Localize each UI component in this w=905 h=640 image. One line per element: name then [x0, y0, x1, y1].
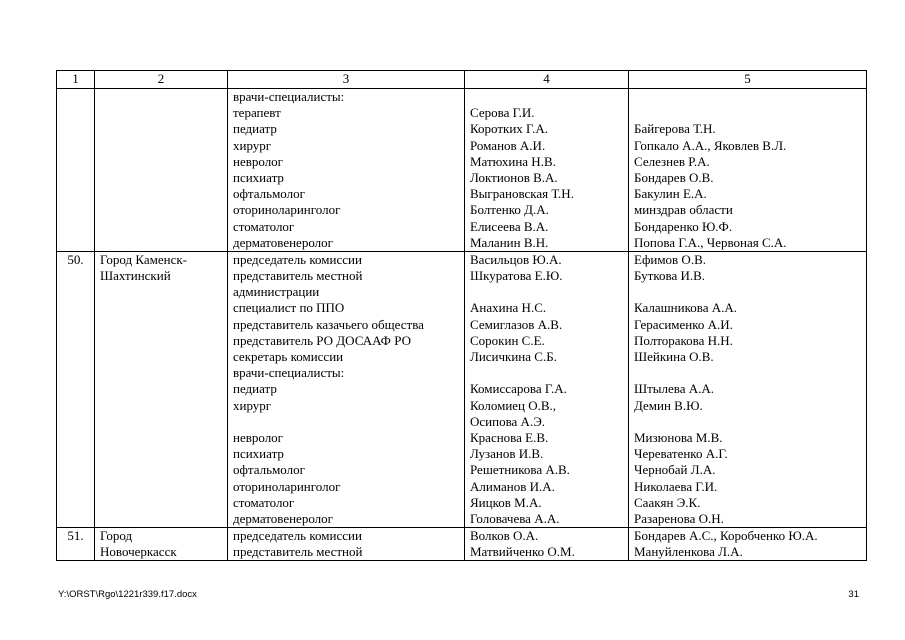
- cell-line: Бондарев А.С., Коробченко Ю.А.: [634, 528, 818, 544]
- cell-line: [634, 284, 861, 300]
- cell-line: педиатр: [233, 381, 277, 397]
- cell-line: стоматолог: [233, 218, 295, 234]
- cell-line: офтальмолог: [233, 462, 305, 478]
- cell-line: педиатр: [233, 121, 277, 137]
- table-row: [57, 89, 867, 252]
- municipality-cell: [95, 528, 228, 561]
- deputies-cell: [629, 89, 867, 252]
- roles-cell: [228, 528, 465, 561]
- cell-line: Головачева А.А.: [470, 510, 560, 526]
- cell-line: Локтионов В.А.: [470, 169, 558, 185]
- cell-line: Яицков М.А.: [470, 494, 542, 510]
- cell-line: Лисичкина С.Б.: [470, 349, 557, 364]
- cell-line: [233, 414, 459, 430]
- table-row: [57, 528, 867, 561]
- cell-line: Краснова Е.В.: [470, 429, 549, 445]
- cell-line: [470, 365, 623, 381]
- cell-line: офтальмолог: [233, 186, 305, 202]
- cell-line: Шейкина О.В.: [634, 349, 714, 364]
- roles-cell: [228, 89, 465, 252]
- municipality-cell: [95, 89, 228, 252]
- cell-line: терапевт: [233, 105, 281, 121]
- cell-line: дерматовенеролог: [233, 234, 333, 250]
- cell-line: Город: [100, 528, 133, 544]
- cell-line: Буткова И.В.: [634, 268, 706, 284]
- cell-line: Чернобай Л.А.: [634, 462, 716, 478]
- cell-line: Шкуратова Е.Ю.: [470, 268, 563, 284]
- column-header: 4: [465, 71, 629, 89]
- cell-line: Селезнев Р.А.: [634, 153, 710, 169]
- column-header: 2: [95, 71, 228, 89]
- cell-line: представитель казачьего общества: [233, 316, 424, 332]
- members-cell: [465, 89, 629, 252]
- cell-line: Решетникова А.В.: [470, 462, 570, 478]
- roles-cell: [228, 251, 465, 527]
- cell-line: Коротких Г.А.: [470, 121, 548, 137]
- cell-line: оториноларинголог: [233, 202, 341, 218]
- cell-line: хирург: [233, 137, 272, 153]
- cell-line: Штылева А.А.: [634, 381, 715, 397]
- cell-line: Васильцов Ю.А.: [470, 251, 562, 267]
- members-cell: [465, 251, 629, 527]
- cell-line: секретарь комиссии: [233, 349, 344, 364]
- cell-line: Саакян Э.К.: [634, 494, 701, 510]
- cell-line: [634, 89, 861, 105]
- cell-line: Ефимов О.В.: [634, 251, 706, 267]
- municipality-cell: [95, 251, 228, 527]
- column-header: 1: [57, 71, 95, 89]
- cell-line: Романов А.И.: [470, 137, 546, 153]
- cell-line: Попова Г.А., Червоная С.А.: [634, 234, 787, 250]
- cell-line: Новочеркасск: [100, 544, 177, 560]
- table-row: [57, 251, 867, 527]
- cell-line: минздрав области: [634, 202, 733, 218]
- cell-line: [634, 414, 861, 430]
- row-number: [57, 89, 95, 252]
- cell-line: Выграновская Т.Н.: [470, 186, 574, 202]
- table-body: [57, 89, 867, 561]
- cell-line: Анахина Н.С.: [470, 300, 547, 316]
- cell-line: Гопкало А.А., Яковлев В.Л.: [634, 137, 787, 153]
- row-number: 50.: [57, 251, 95, 527]
- cell-line: председатель комиссии: [233, 528, 362, 544]
- cell-line: [634, 105, 861, 121]
- cell-line: Мизюнова М.В.: [634, 429, 723, 445]
- cell-line: Город Каменск-: [100, 251, 188, 267]
- file-path: Y:\ORST\Rgo\1221r339.f17.docx: [58, 589, 197, 600]
- cell-line: Маланин В.Н.: [470, 234, 549, 250]
- cell-line: врачи-специалисты:: [233, 365, 345, 381]
- cell-line: Герасименко А.И.: [634, 316, 733, 332]
- deputies-cell: [629, 528, 867, 561]
- cell-line: Елисеева В.А.: [470, 218, 549, 234]
- cell-line: Матюхина Н.В.: [470, 153, 556, 169]
- cell-line: Шахтинский: [100, 268, 171, 284]
- cell-line: психиатр: [233, 446, 284, 462]
- cell-line: Калашникова А.А.: [634, 300, 737, 316]
- cell-line: Осипова А.Э.: [470, 413, 546, 429]
- cell-line: Череватенко А.Г.: [634, 446, 728, 462]
- cell-line: Николаева Г.И.: [634, 478, 718, 494]
- cell-line: Мануйленкова Л.А.: [634, 544, 743, 560]
- cell-line: Бондарев О.В.: [634, 169, 714, 185]
- cell-line: Разаренова О.Н.: [634, 510, 724, 526]
- row-number: 51.: [57, 528, 95, 561]
- cell-line: врачи-специалисты:: [233, 89, 345, 104]
- cell-line: представитель местной: [233, 544, 363, 560]
- deputies-cell: [629, 251, 867, 527]
- cell-line: невролог: [233, 153, 284, 169]
- cell-line: Бондаренко Ю.Ф.: [634, 218, 733, 234]
- cell-line: Коломиец О.В.,: [470, 397, 557, 413]
- cell-line: дерматовенеролог: [233, 510, 333, 526]
- cell-line: Волков О.А.: [470, 528, 539, 544]
- header-row: [57, 71, 867, 89]
- cell-line: Лузанов И.В.: [470, 446, 544, 462]
- cell-line: [634, 365, 861, 381]
- cell-line: Семиглазов А.В.: [470, 316, 563, 332]
- page-number: 31: [848, 589, 859, 600]
- cell-line: Матвийченко О.М.: [470, 544, 575, 560]
- members-cell: [465, 528, 629, 561]
- cell-line: специалист по ППО: [233, 300, 345, 316]
- cell-line: председатель комиссии: [233, 251, 362, 267]
- cell-line: стоматолог: [233, 494, 295, 510]
- cell-line: [470, 89, 623, 105]
- cell-line: Комиссарова Г.А.: [470, 381, 567, 397]
- commission-table: [56, 70, 867, 561]
- cell-line: Сорокин С.Е.: [470, 332, 545, 348]
- cell-line: Алиманов И.А.: [470, 478, 555, 494]
- column-header: 5: [629, 71, 867, 89]
- cell-line: представитель РО ДОСААФ РО: [233, 332, 411, 348]
- cell-line: хирург: [233, 397, 272, 413]
- cell-line: [470, 284, 623, 300]
- cell-line: Байгерова Т.Н.: [634, 121, 716, 137]
- cell-line: невролог: [233, 429, 284, 445]
- column-header: 3: [228, 71, 465, 89]
- cell-line: Серова Г.И.: [470, 105, 535, 121]
- cell-line: Демин В.Ю.: [634, 397, 703, 413]
- cell-line: оториноларинголог: [233, 478, 341, 494]
- cell-line: психиатр: [233, 169, 284, 185]
- cell-line: представитель местной: [233, 268, 363, 284]
- cell-line: Болтенко Д.А.: [470, 202, 549, 218]
- cell-line: Полторакова Н.Н.: [634, 332, 733, 348]
- cell-line: администрации: [233, 284, 320, 300]
- cell-line: Бакулин Е.А.: [634, 186, 707, 202]
